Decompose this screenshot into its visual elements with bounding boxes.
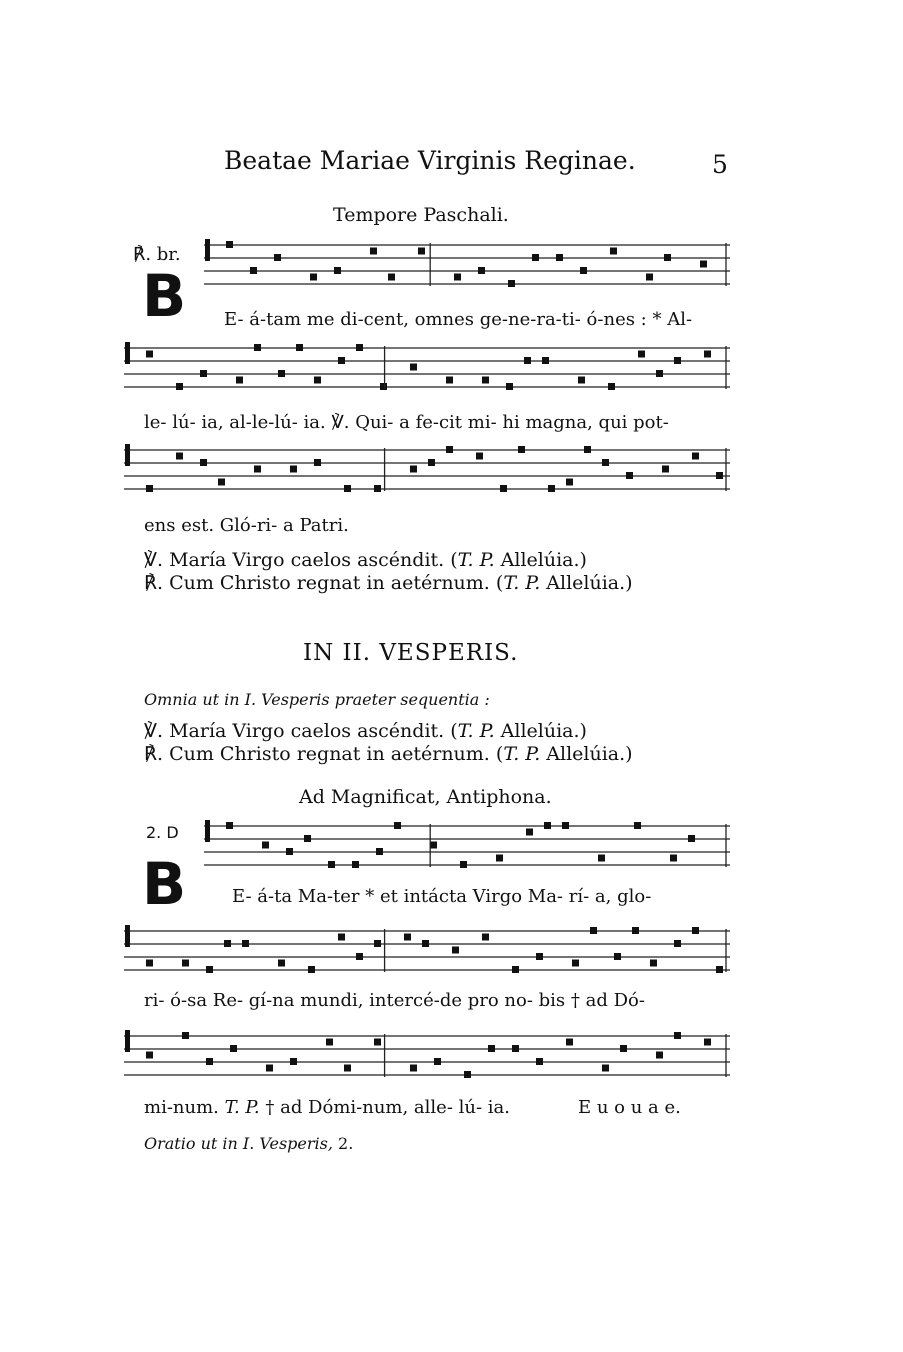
antiphon-tp: T. P. [224,1097,260,1118]
neume [290,466,297,473]
antiphon-lyric-line-2: ri- ó-sa Re- gí-na mundi, intercé-de pro no- bis † ad Dó- [144,990,645,1011]
responsory-lyric-line-2: le- lú- ia, al-le-lú- ia. ℣. Qui- a fe-cit mi- hi magna, qui pot- [144,412,669,433]
neume [566,479,573,486]
neume [650,960,657,967]
neume [602,459,609,466]
neume [656,1052,663,1059]
neume [328,861,335,868]
neume [512,966,519,973]
neume [290,1058,297,1065]
neume [460,861,467,868]
neume [242,940,249,947]
neume [536,1058,543,1065]
neume [632,927,639,934]
neume [146,485,153,492]
neume [506,383,513,390]
oratio-rubric [144,1134,353,1153]
neume [454,274,461,281]
neume [310,274,317,281]
neume [610,248,617,255]
neume [446,446,453,453]
antiphon-lyric-alleluia: † ad Dómi-num, alle- lú- ia. [265,1097,510,1118]
neume [578,377,585,384]
response-tp: T. P. [503,572,541,594]
versicle-tp: T. P. [457,549,495,571]
neume [226,822,233,829]
neume [452,947,459,954]
neume [304,835,311,842]
neume [608,383,615,390]
vespers-response: ℟. Cum Christo regnat in aetérnum. (T. P. Allelúia.) [144,743,633,765]
neume [176,453,183,460]
antiphon-lyric-line-1: E- á-ta Ma-ter * et intácta Virgo Ma- rí- a, glo- [232,886,652,907]
clef-mark [125,1030,130,1052]
neume [224,940,231,947]
neume [512,1045,519,1052]
neume [274,254,281,261]
page-number: 5 [712,150,728,179]
versicle-alleluia: Allelúia.) [500,549,587,571]
neume [314,459,321,466]
neume [422,940,429,947]
neume [410,364,417,371]
neume [146,1052,153,1059]
responsory-heading: Tempore Paschali. [333,204,509,226]
vespers-heading: IN II. VESPERIS. [303,640,519,666]
responsory-response: ℟. Cum Christo regnat in aetérnum. (T. P. Allelúia.) [144,572,633,594]
clef-mark [125,444,130,466]
neume [326,1039,333,1046]
neume [464,1071,471,1078]
neume [544,822,551,829]
vespers-rubric: Omnia ut in I. Vesperis praeter sequentia : [144,690,490,709]
neume [542,357,549,364]
versicle-text: ℣. María Virgo caelos ascéndit. [144,549,445,571]
neume [226,241,233,248]
neume [602,1065,609,1072]
neume [254,344,261,351]
neume [536,953,543,960]
neume [352,861,359,868]
neume [250,267,257,274]
neume [716,472,723,479]
vespers-versicle-tp: T. P. [457,720,495,742]
neume [716,966,723,973]
clef-mark [125,342,130,364]
neume [700,261,707,268]
neume [598,855,605,862]
responsory-label: ℟. br. [133,244,181,265]
neume [674,357,681,364]
antiphon-lyric-line-3 [144,1097,510,1118]
neume [230,1045,237,1052]
neume [614,953,621,960]
neume [518,446,525,453]
neume [482,377,489,384]
vespers-versicle-alleluia: Allelúia.) [500,720,587,742]
neume [262,842,269,849]
vespers-response-tp: T. P. [503,743,541,765]
neume [344,485,351,492]
neume [404,934,411,941]
neume [394,822,401,829]
neume [674,1032,681,1039]
responsory-versicle: ℣. María Virgo caelos ascéndit. (T. P. Allelúia.) [144,549,587,571]
neume [206,966,213,973]
neume [620,1045,627,1052]
neume [434,1058,441,1065]
neume [374,940,381,947]
neume [476,453,483,460]
neume [356,953,363,960]
neume [278,370,285,377]
antiphon-heading: Ad Magnificat, Antiphona. [299,786,552,808]
neume [572,960,579,967]
neume [418,248,425,255]
neume [556,254,563,261]
neume [344,1065,351,1072]
vespers-versicle-text: ℣. María Virgo caelos ascéndit. [144,720,445,742]
neume [428,459,435,466]
clef-mark [205,820,210,842]
neume [296,344,303,351]
neume [634,822,641,829]
neume [176,383,183,390]
response-alleluia: Allelúia.) [546,572,633,594]
neume [656,370,663,377]
neume [638,351,645,358]
antiphon-euouae: E u o u a e. [578,1097,681,1118]
neume [410,466,417,473]
vespers-response-alleluia: Allelúia.) [546,743,633,765]
oratio-rubric-number: 2. [338,1134,354,1153]
neume [430,842,437,849]
response-text: ℟. Cum Christo regnat in aetérnum. [144,572,490,594]
oratio-rubric-text: Oratio ut in I. Vesperis, [144,1134,333,1153]
running-title: Beatae Mariae Virginis Reginae. [224,146,636,175]
neume [500,485,507,492]
responsory-lyric-line-3: ens est. Gló-ri- a Patri. [144,515,349,536]
neume [646,274,653,281]
neume [388,274,395,281]
neume [446,377,453,384]
neume [334,267,341,274]
neume [562,822,569,829]
neume [338,357,345,364]
neume [488,1045,495,1052]
neume [356,344,363,351]
neume [496,855,503,862]
neume [314,377,321,384]
neume [584,446,591,453]
neume [338,934,345,941]
neume [704,1039,711,1046]
neume [278,960,285,967]
neume [532,254,539,261]
neume [200,459,207,466]
clef-mark [205,239,210,261]
neume [670,855,677,862]
neume [286,848,293,855]
antiphon-mode-label: 2. D [146,823,179,842]
neume [626,472,633,479]
neume [566,1039,573,1046]
antiphon-initial: B [142,850,187,918]
neume [182,960,189,967]
neume [370,248,377,255]
neume [692,453,699,460]
neume [526,829,533,836]
neume [478,267,485,274]
neume [410,1065,417,1072]
neume [236,377,243,384]
neume [482,934,489,941]
responsory-initial: B [142,262,187,330]
neume [376,848,383,855]
neume [146,960,153,967]
neume [308,966,315,973]
neume [254,466,261,473]
neume [704,351,711,358]
neume [200,370,207,377]
neume [206,1058,213,1065]
neume [182,1032,189,1039]
neume [548,485,555,492]
vespers-versicle: ℣. María Virgo caelos ascéndit. (T. P. Allelúia.) [144,720,587,742]
clef-mark [125,925,130,947]
neume [380,383,387,390]
neume [580,267,587,274]
neume [692,927,699,934]
neume [590,927,597,934]
neume [664,254,671,261]
responsory-lyric-line-1: E- á-tam me di-cent, omnes ge-ne-ra-ti- ó-nes : * Al- [224,309,693,330]
neume [374,1039,381,1046]
neume [374,485,381,492]
neume [218,479,225,486]
neume [662,466,669,473]
neume [508,280,515,287]
vespers-response-text: ℟. Cum Christo regnat in aetérnum. [144,743,490,765]
neume [146,351,153,358]
antiphon-lyric-mi-num: mi-num. [144,1097,219,1118]
neume [674,940,681,947]
neume [266,1065,273,1072]
neume [688,835,695,842]
neume [524,357,531,364]
